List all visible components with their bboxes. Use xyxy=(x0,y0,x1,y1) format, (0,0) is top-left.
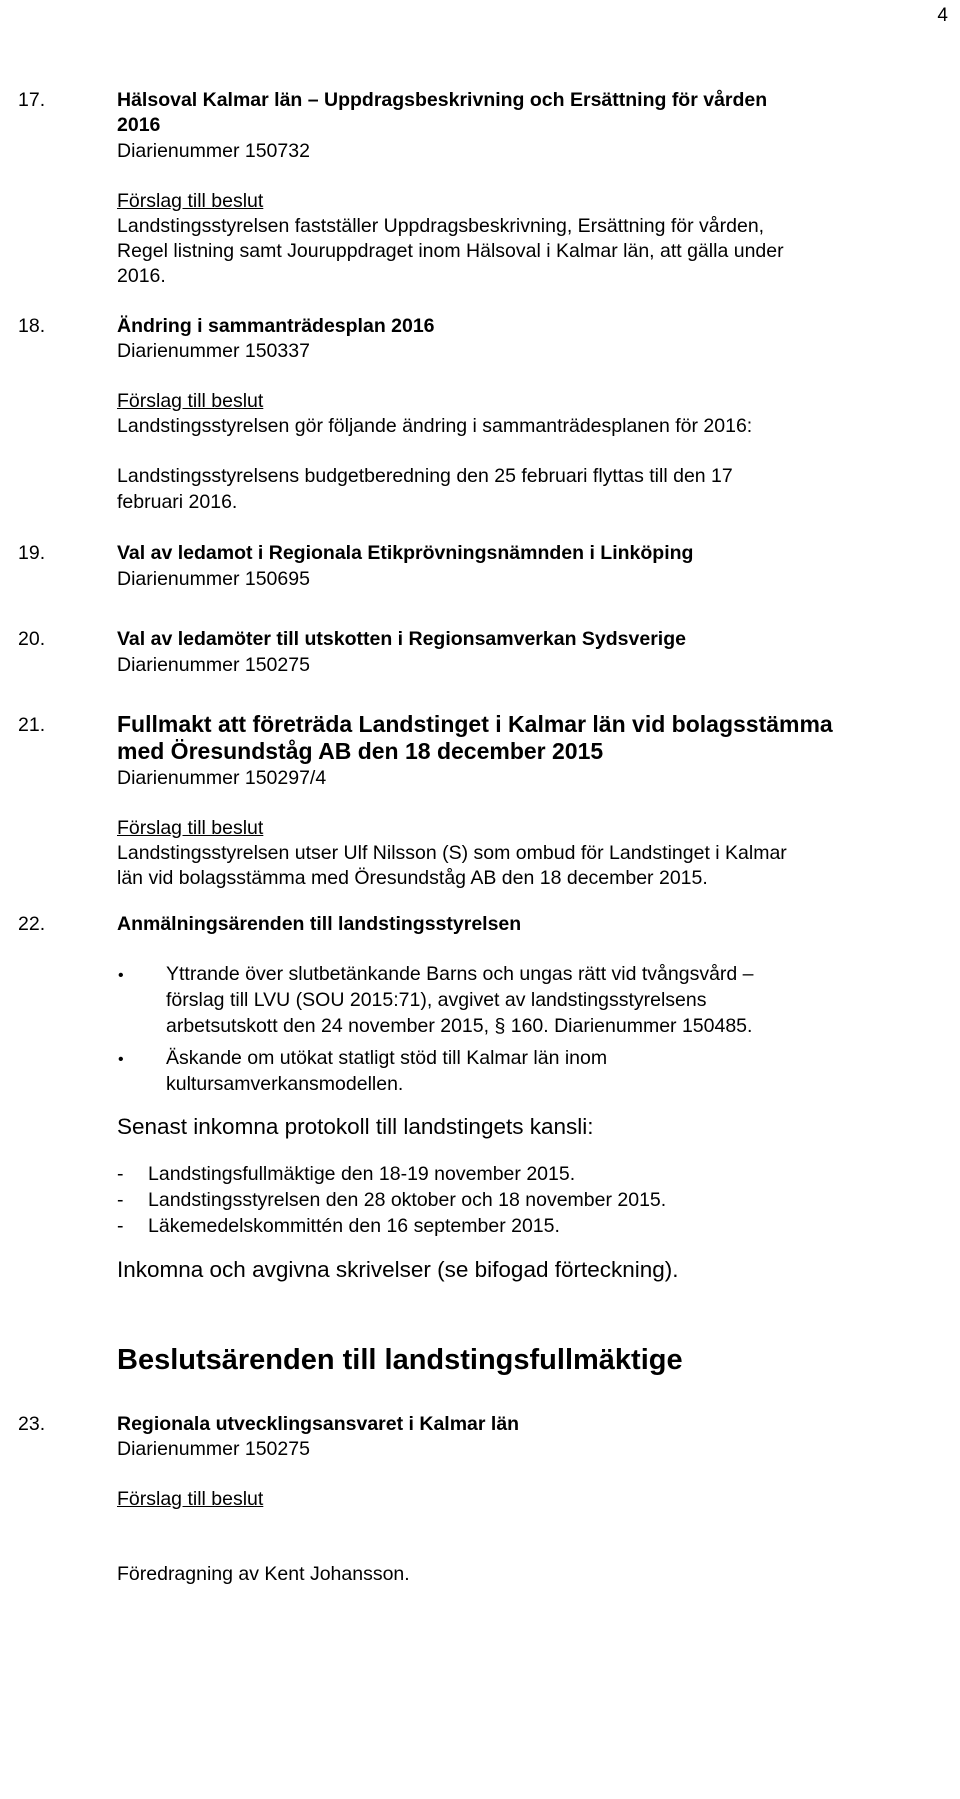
bullet-icon: • xyxy=(118,967,124,984)
diarienummer: Diarienummer 150337 xyxy=(117,340,310,362)
detail-text: februari 2016. xyxy=(117,491,238,513)
item-title-line: Hälsoval Kalmar län – Uppdragsbeskrivning och Ersättning för vården xyxy=(117,89,768,111)
dash-marker: - xyxy=(117,1163,124,1185)
proposal-text: 2016. xyxy=(117,265,166,287)
dash-marker: - xyxy=(117,1189,124,1211)
bullet-text: Äskande om utökat statligt stöd till Kalmar län inom xyxy=(166,1047,608,1069)
item-title: Val av ledamöter till utskotten i Regionsamverkan Sydsverige xyxy=(117,628,686,650)
proposal-text: Landstingsstyrelsen gör följande ändring i sammanträdesplanen för 2016: xyxy=(117,415,753,437)
bullet-text: arbetsutskott den 24 november 2015, § 160. Diarienummer 150485. xyxy=(166,1015,753,1037)
item-number: 19. xyxy=(18,542,46,564)
diarienummer: Diarienummer 150695 xyxy=(117,568,310,590)
item-number: 23. xyxy=(18,1413,46,1435)
item-number: 20. xyxy=(18,628,46,650)
proposal-label: Förslag till beslut xyxy=(117,1488,264,1510)
item-title-line: 2016 xyxy=(117,114,161,136)
item-title: Regionala utvecklingsansvaret i Kalmar län xyxy=(117,1413,520,1435)
presenter-text: Föredragning av Kent Johansson. xyxy=(117,1563,410,1585)
page-number: 4 xyxy=(937,5,948,26)
proposal-text: län vid bolagsstämma med Öresundståg AB den 18 december 2015. xyxy=(117,867,708,889)
proposal-label: Förslag till beslut xyxy=(117,390,264,412)
proposal-text: Regel listning samt Jouruppdraget inom Hälsoval i Kalmar län, att gälla under xyxy=(117,240,784,262)
proposal-text: Landstingsstyrelsen fastställer Uppdragsbeskrivning, Ersättning för vården, xyxy=(117,215,765,237)
item-title: Ändring i sammanträdesplan 2016 xyxy=(117,315,435,337)
letters-text: Inkomna och avgivna skrivelser (se bifogad förteckning). xyxy=(117,1257,679,1282)
bullet-text: kultursamverkansmodellen. xyxy=(166,1073,404,1095)
protocol-item: Landstingsstyrelsen den 28 oktober och 18 november 2015. xyxy=(148,1189,667,1211)
proposal-label: Förslag till beslut xyxy=(117,817,264,839)
item-title: Anmälningsärenden till landstingsstyrelsen xyxy=(117,913,522,935)
section-heading: Beslutsärenden till landstingsfullmäktige xyxy=(117,1344,683,1376)
protocol-heading: Senast inkomna protokoll till landstingets kansli: xyxy=(117,1114,594,1139)
diarienummer: Diarienummer 150275 xyxy=(117,654,310,676)
diarienummer: Diarienummer 150297/4 xyxy=(117,767,327,789)
item-number: 18. xyxy=(18,315,46,337)
item-title: Val av ledamot i Regionala Etikprövningsnämnden i Linköping xyxy=(117,542,694,564)
protocol-item: Läkemedelskommittén den 16 september 2015. xyxy=(148,1215,560,1237)
diarienummer: Diarienummer 150275 xyxy=(117,1438,310,1460)
item-number: 17. xyxy=(18,89,46,111)
diarienummer: Diarienummer 150732 xyxy=(117,140,310,162)
proposal-text: Landstingsstyrelsen utser Ulf Nilsson (S) som ombud för Landstinget i Kalmar xyxy=(117,842,787,864)
protocol-item: Landstingsfullmäktige den 18-19 november 2015. xyxy=(148,1163,576,1185)
item-number: 21. xyxy=(18,714,46,736)
bullet-icon: • xyxy=(118,1051,124,1068)
bullet-text: förslag till LVU (SOU 2015:71), avgivet av landstingsstyrelsens xyxy=(166,989,707,1011)
detail-text: Landstingsstyrelsens budgetberedning den 25 februari flyttas till den 17 xyxy=(117,465,733,487)
dash-marker: - xyxy=(117,1215,124,1237)
bullet-text: Yttrande över slutbetänkande Barns och ungas rätt vid tvångsvård – xyxy=(166,963,754,985)
item-title-line: med Öresundståg AB den 18 december 2015 xyxy=(117,738,604,764)
proposal-label: Förslag till beslut xyxy=(117,190,264,212)
item-number: 22. xyxy=(18,913,46,935)
item-title-line: Fullmakt att företräda Landstinget i Kalmar län vid bolagsstämma xyxy=(117,711,833,737)
